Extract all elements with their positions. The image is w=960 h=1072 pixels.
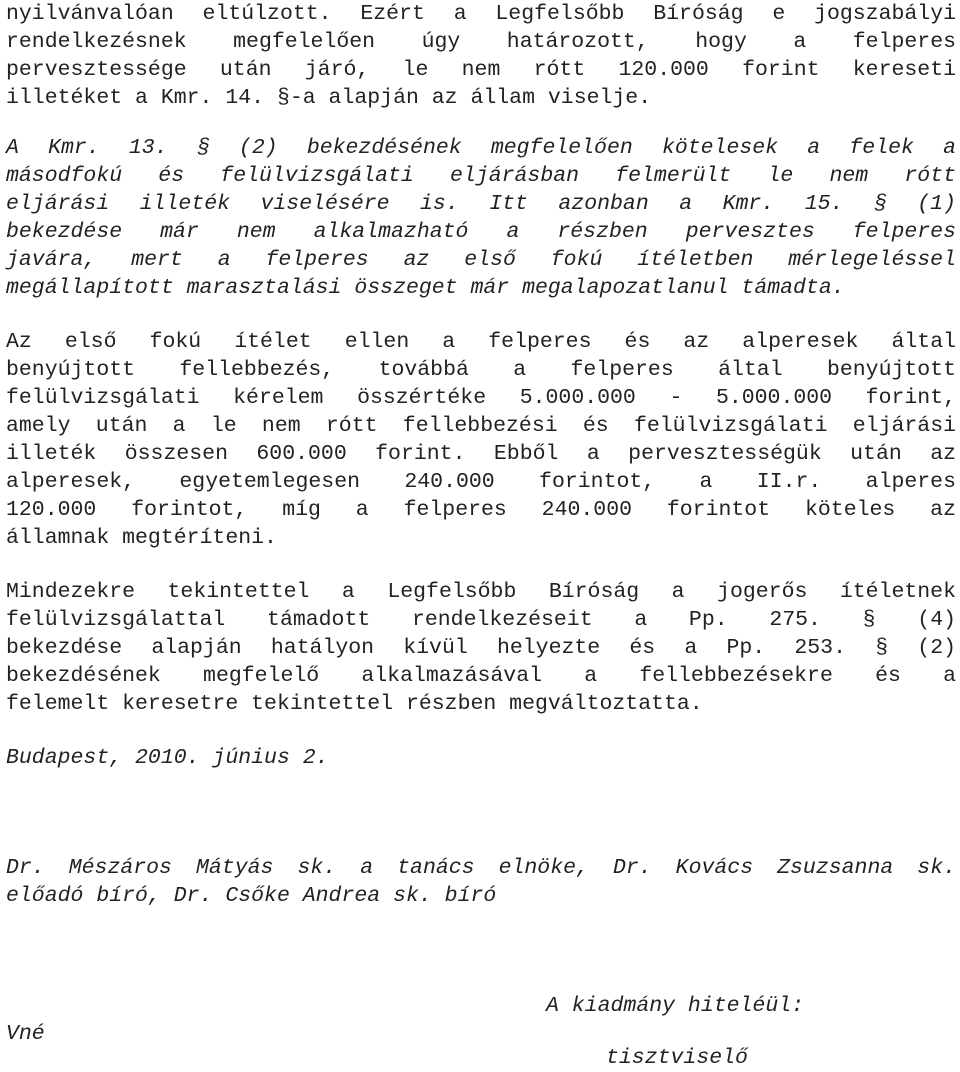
text-line: alperesek, egyetemlegesen 240.000 forintot, a II.r. alperes: [6, 470, 956, 494]
text-line: Mindezekre tekintettel a Legfelsőbb Bíróság a jogerős ítéletnek: [6, 580, 956, 604]
text-line: 120.000 forintot, míg a felperes 240.000 forintot köteles az: [6, 498, 956, 522]
text-line: felülvizsgálati kérelem összértéke 5.000.000 - 5.000.000 forint,: [6, 386, 956, 410]
text-line: javára, mert a felperes az első fokú ítéletben mérlegeléssel: [6, 248, 956, 272]
signature-line: előadó bíró, Dr. Csőke Andrea sk. bíró: [6, 884, 497, 908]
text-line: A Kmr. 13. § (2) bekezdésének megfelelően kötelesek a felek a: [6, 136, 956, 160]
text-line: bekezdésének megfelelő alkalmazásával a fellebbezésekre és a: [6, 664, 956, 688]
text-line: felemelt keresetre tekintettel részben megváltoztatta.: [6, 692, 703, 716]
text-line: pervesztessége után járó, le nem rótt 120.000 forint kereseti: [6, 58, 956, 82]
text-line: Az első fokú ítélet ellen a felperes és az alperesek által: [6, 330, 956, 354]
text-line: eljárási illeték viselésére is. Itt azonban a Kmr. 15. § (1): [6, 192, 956, 216]
clerk-initials: Vné: [6, 1022, 45, 1046]
text-line: bekezdése alapján hatályon kívül helyezte és a Pp. 253. § (2): [6, 636, 956, 660]
text-line: megállapított marasztalási összeget már megalapozatlanul támadta.: [6, 276, 845, 300]
text-line: nyilvánvalóan eltúlzott. Ezért a Legfelsőbb Bíróság e jogszabályi: [6, 2, 956, 26]
text-line: felülvizsgálattal támadott rendelkezéseit a Pp. 275. § (4): [6, 608, 956, 632]
text-line: másodfokú és felülvizsgálati eljárásban felmerült le nem rótt: [6, 164, 956, 188]
text-line: illetéket a Kmr. 14. §-a alapján az állam viselje.: [6, 86, 652, 110]
signature-line: Dr. Mészáros Mátyás sk. a tanács elnöke, Dr. Kovács Zsuzsanna sk.: [6, 856, 956, 880]
clerk-title: tisztviselő: [606, 1046, 748, 1070]
text-line: benyújtott fellebbezés, továbbá a felperes által benyújtott: [6, 358, 956, 382]
certification-label: A kiadmány hiteléül:: [546, 994, 805, 1018]
text-line: amely után a le nem rótt fellebbezési és felülvizsgálati eljárási: [6, 414, 956, 438]
text-line: rendelkezésnek megfelelően úgy határozott, hogy a felperes: [6, 30, 956, 54]
text-line: illeték összesen 600.000 forint. Ebből a pervesztességük után az: [6, 442, 956, 466]
text-line: bekezdése már nem alkalmazható a részben pervesztes felperes: [6, 220, 956, 244]
text-line: államnak megtéríteni.: [6, 526, 277, 550]
place-date: Budapest, 2010. június 2.: [6, 746, 329, 770]
